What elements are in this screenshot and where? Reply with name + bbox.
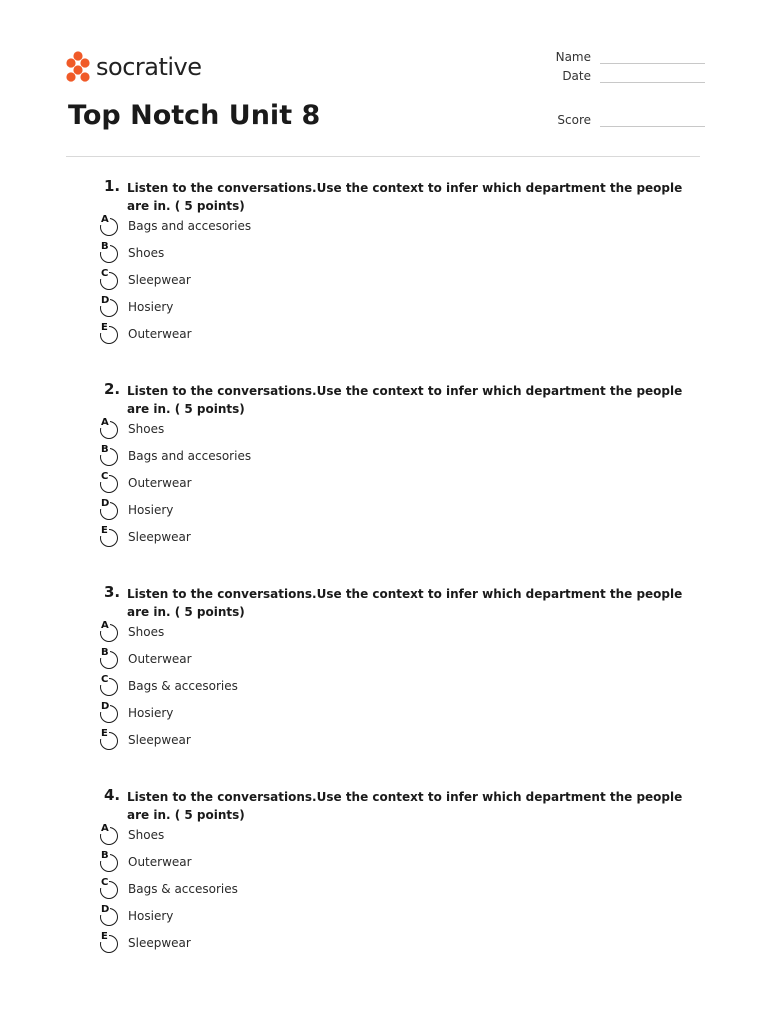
option-label: Shoes [128, 246, 165, 260]
answer-bubble[interactable] [98, 324, 120, 346]
option-letter: B [101, 444, 109, 455]
answer-bubble[interactable] [98, 649, 120, 671]
option-letter: C [101, 471, 109, 482]
option-label: Hosiery [128, 706, 174, 720]
answer-bubble[interactable] [98, 730, 120, 752]
option-e[interactable] [98, 324, 498, 346]
option-c[interactable] [98, 879, 498, 901]
option-label: Hosiery [128, 503, 174, 517]
answer-bubble[interactable] [98, 500, 120, 522]
option-label: Sleepwear [128, 273, 191, 287]
option-label: Outerwear [128, 652, 192, 666]
option-a[interactable] [98, 622, 498, 644]
brand-logo [66, 50, 202, 84]
answer-bubble[interactable] [98, 825, 120, 847]
answer-bubble[interactable] [98, 879, 120, 901]
option-letter: A [101, 823, 109, 834]
option-letter: C [101, 674, 109, 685]
option-label: Sleepwear [128, 530, 191, 544]
question-text: Listen to the conversations.Use the context to infer which department the people are in. ( 5 points) [127, 790, 683, 822]
option-d[interactable] [98, 297, 498, 319]
option-label: Sleepwear [128, 733, 191, 747]
option-c[interactable] [98, 270, 498, 292]
option-c[interactable] [98, 676, 498, 698]
option-b[interactable] [98, 852, 498, 874]
option-letter: A [101, 620, 109, 631]
option-letter: D [101, 701, 110, 712]
date-line[interactable] [600, 82, 705, 83]
option-label: Bags and accesories [128, 219, 252, 233]
answer-bubble[interactable] [98, 622, 120, 644]
option-label: Hosiery [128, 300, 174, 314]
option-e[interactable] [98, 527, 498, 549]
option-letter: E [101, 728, 108, 739]
question-text: Listen to the conversations.Use the context to infer which department the people are in. ( 5 points) [127, 384, 683, 416]
option-letter: E [101, 525, 108, 536]
question-text: Listen to the conversations.Use the context to infer which department the people are in. ( 5 points) [127, 181, 683, 213]
option-label: Outerwear [128, 476, 192, 490]
question-number: 2. [104, 380, 121, 398]
option-letter: C [101, 877, 109, 888]
option-a[interactable] [98, 419, 498, 441]
option-label: Hosiery [128, 909, 174, 923]
answer-bubble[interactable] [98, 906, 120, 928]
option-label: Shoes [128, 422, 165, 436]
option-a[interactable] [98, 825, 498, 847]
answer-bubble[interactable] [98, 473, 120, 495]
answer-bubble[interactable] [98, 703, 120, 725]
question-text: Listen to the conversations.Use the context to infer which department the people are in. ( 5 points) [127, 587, 683, 619]
answer-bubble[interactable] [98, 852, 120, 874]
option-letter: B [101, 850, 109, 861]
brand-name: socrative [96, 53, 202, 81]
option-e[interactable] [98, 730, 498, 752]
option-label: Bags and accesories [128, 449, 252, 463]
answer-bubble[interactable] [98, 527, 120, 549]
name-field[interactable] [540, 48, 705, 68]
option-d[interactable] [98, 703, 498, 725]
option-a[interactable] [98, 216, 498, 238]
answer-bubble[interactable] [98, 446, 120, 468]
option-label: Bags & accesories [128, 882, 238, 896]
date-label: Date [562, 69, 591, 83]
option-letter: D [101, 904, 110, 915]
score-label: Score [557, 113, 591, 127]
answer-bubble[interactable] [98, 933, 120, 955]
score-field[interactable] [540, 111, 705, 131]
option-label: Outerwear [128, 855, 192, 869]
option-letter: A [101, 214, 109, 225]
option-label: Bags & accesories [128, 679, 238, 693]
answer-bubble[interactable] [98, 243, 120, 265]
answer-bubble[interactable] [98, 216, 120, 238]
page-title: Top Notch Unit 8 [68, 100, 321, 131]
option-label: Shoes [128, 625, 165, 639]
socrative-hexagon-logo-icon [66, 51, 90, 83]
option-letter: B [101, 241, 109, 252]
score-line[interactable] [600, 126, 705, 127]
option-d[interactable] [98, 500, 498, 522]
header-divider [66, 156, 700, 157]
answer-bubble[interactable] [98, 270, 120, 292]
option-label: Shoes [128, 828, 165, 842]
option-letter: B [101, 647, 109, 658]
date-field[interactable] [540, 67, 705, 87]
answer-bubble[interactable] [98, 676, 120, 698]
option-label: Sleepwear [128, 936, 191, 950]
option-letter: D [101, 498, 110, 509]
option-letter: E [101, 931, 108, 942]
question-number: 3. [104, 583, 121, 601]
name-label: Name [555, 50, 591, 64]
answer-bubble[interactable] [98, 297, 120, 319]
question-number: 4. [104, 786, 121, 804]
option-label: Outerwear [128, 327, 192, 341]
option-e[interactable] [98, 933, 498, 955]
option-letter: E [101, 322, 108, 333]
option-c[interactable] [98, 473, 498, 495]
answer-bubble[interactable] [98, 419, 120, 441]
option-d[interactable] [98, 906, 498, 928]
option-letter: A [101, 417, 109, 428]
option-b[interactable] [98, 649, 498, 671]
option-letter: D [101, 295, 110, 306]
question-number: 1. [104, 177, 121, 195]
name-line[interactable] [600, 63, 705, 64]
option-b[interactable] [98, 446, 498, 468]
option-b[interactable] [98, 243, 498, 265]
option-letter: C [101, 268, 109, 279]
